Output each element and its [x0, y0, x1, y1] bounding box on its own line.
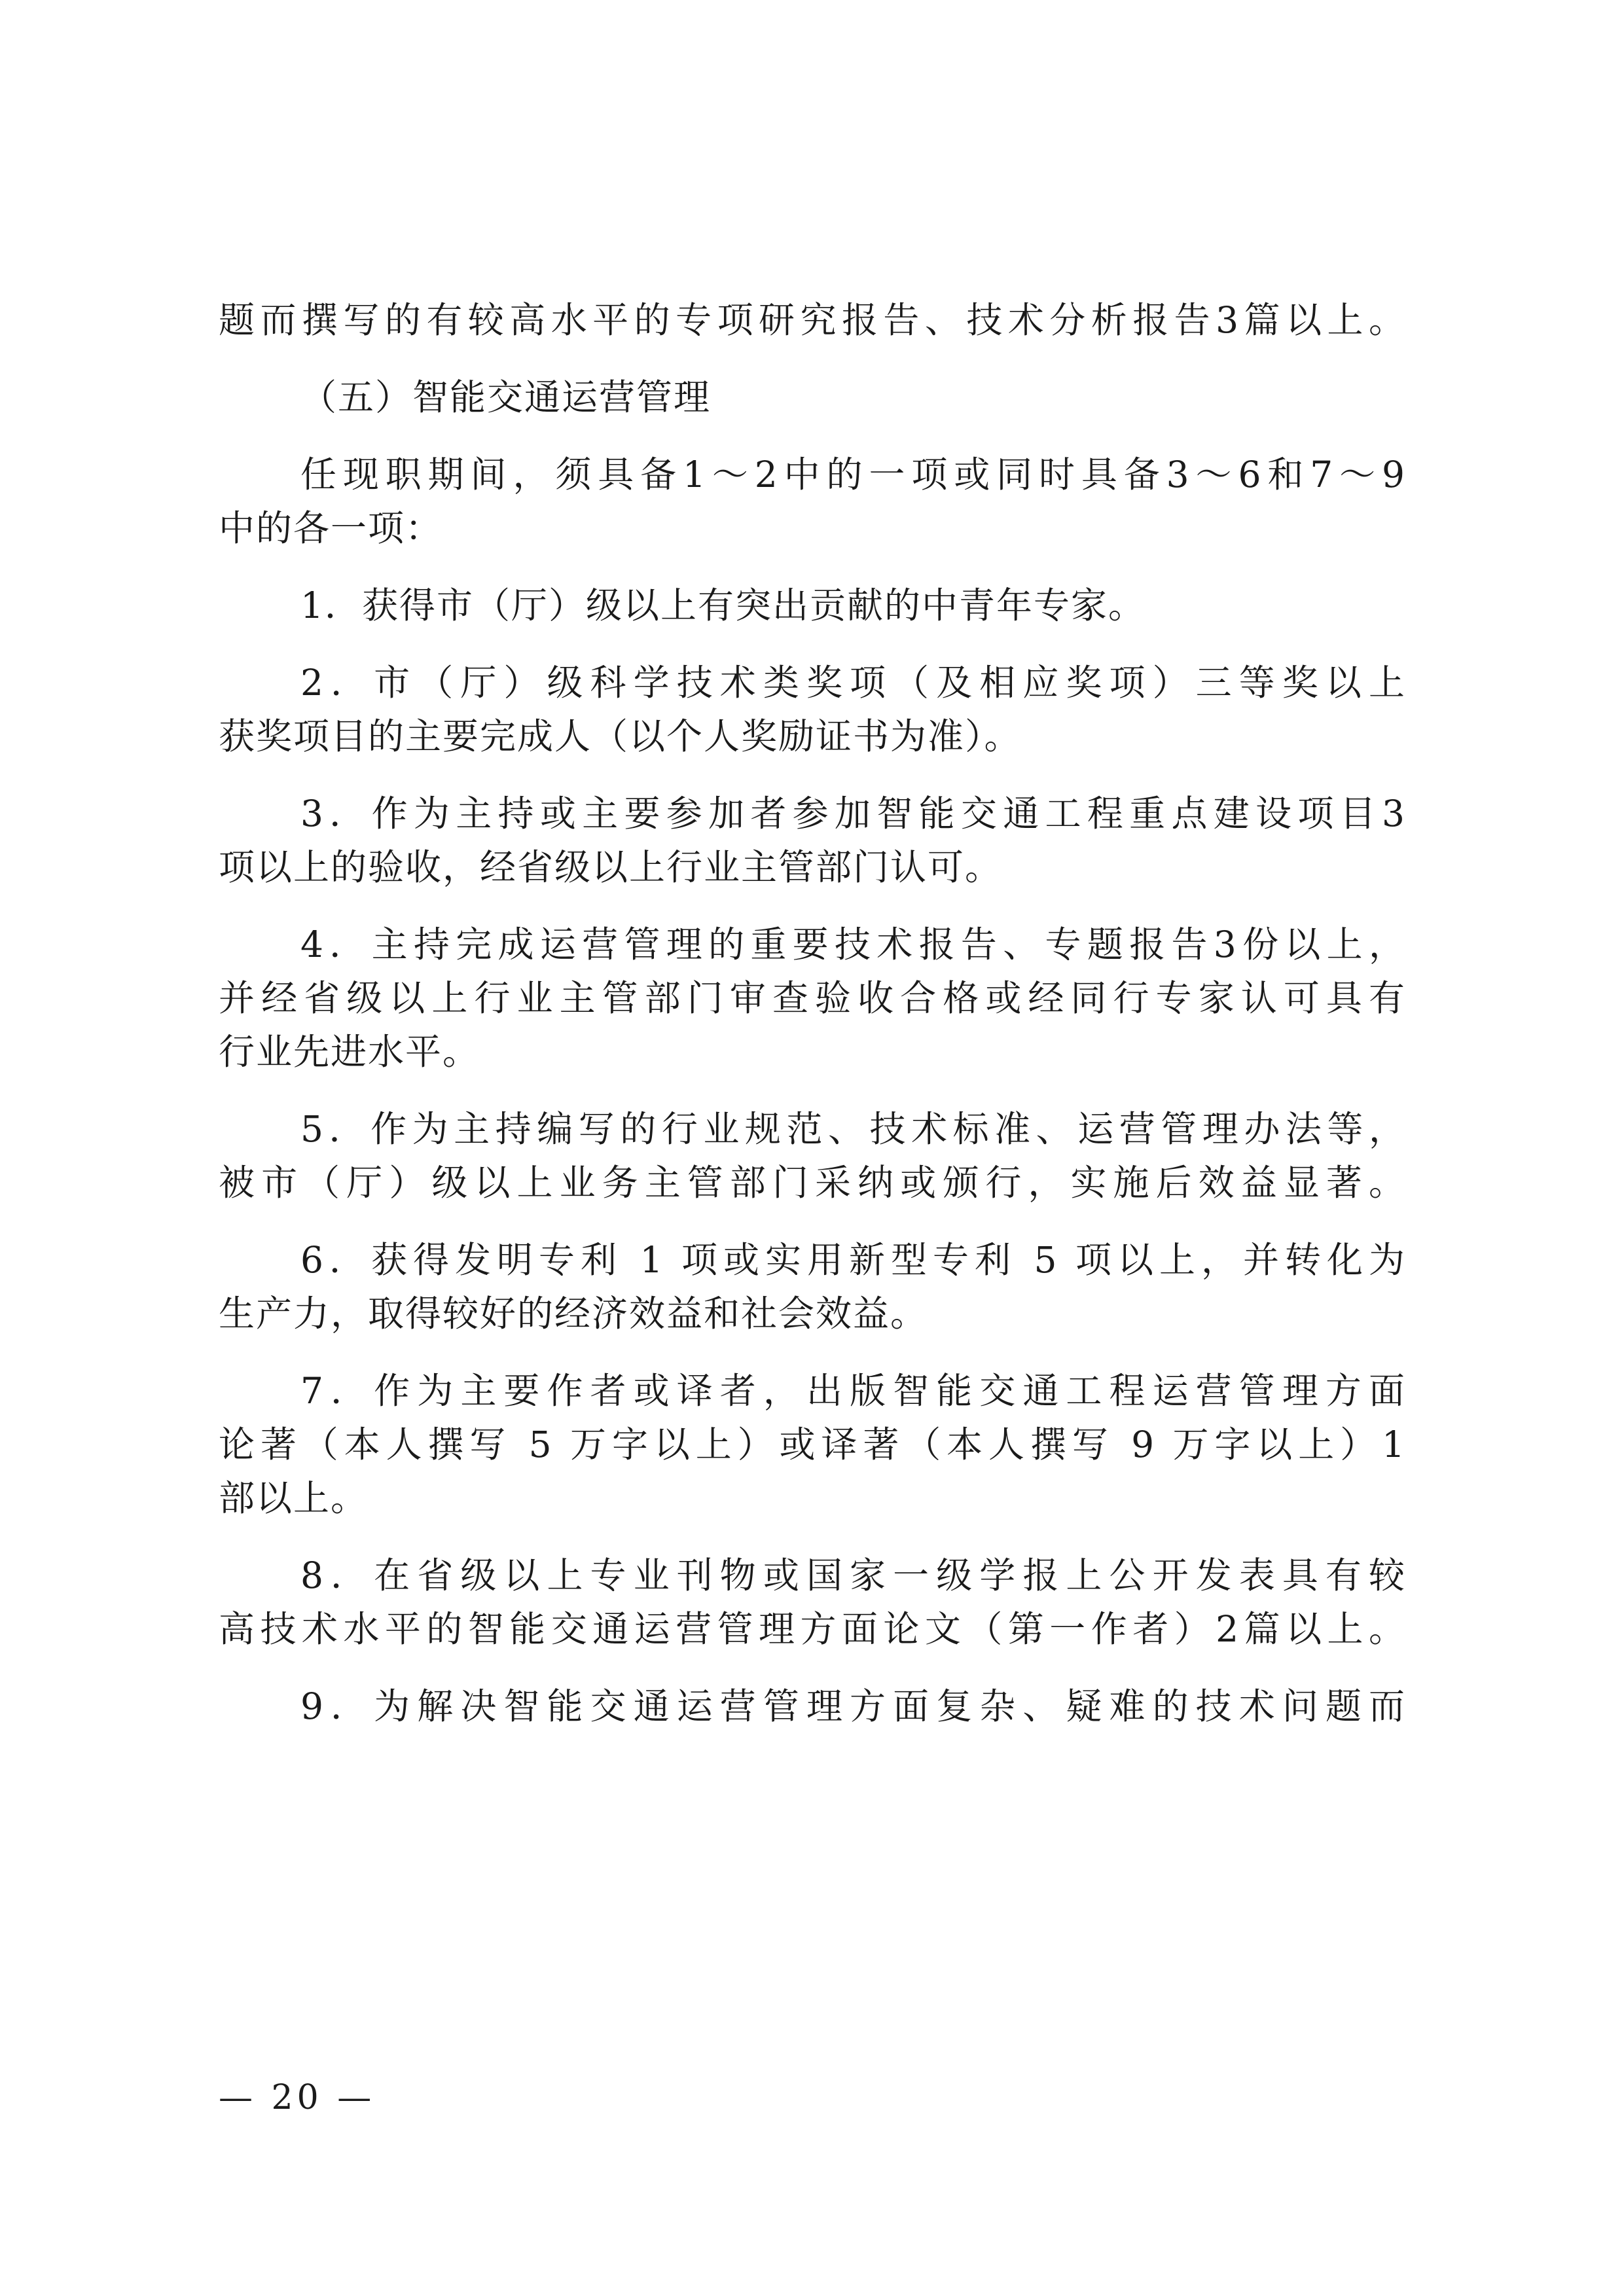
list-item-2: 2．市（厅）级科学技术类奖项（及相应奖项）三等奖以上	[300, 662, 1406, 704]
list-item-1: 1．获得市（厅）级以上有突出贡献的中青年专家。	[300, 584, 1146, 626]
list-item-6: 6．获得发明专利 1 项或实用新型专利 5 项以上，并转化为	[300, 1239, 1406, 1281]
text-line: 题而撰写的有较高水平的专项研究报告、技术分析报告3篇以上。	[219, 299, 1406, 341]
body-text	[219, 293, 1406, 1733]
list-item-3: 3．作为主持或主要参加者参加智能交通工程重点建设项目3	[300, 793, 1406, 834]
page-number: — 20 —	[219, 2078, 376, 2117]
text-line: 论著（本人撰写 5 万字以上）或译著（本人撰写 9 万字以上）1	[219, 1424, 1406, 1465]
list-item-8: 8．在省级以上专业刊物或国家一级学报上公开发表具有较	[300, 1554, 1406, 1596]
text-line: 任现职期间，须具备1～2中的一项或同时具备3～6和7～9	[300, 454, 1406, 495]
text-line: 行业先进水平。	[219, 1031, 480, 1073]
section-heading: （五）智能交通运营管理	[300, 376, 712, 418]
list-item-9: 9．为解决智能交通运营管理方面复杂、疑难的技术问题而	[300, 1685, 1406, 1727]
list-item-4: 4．主持完成运营管理的重要技术报告、专题报告3份以上，	[300, 924, 1406, 965]
text-line: 中的各一项：	[219, 507, 443, 549]
text-line: 并经省级以上行业主管部门审查验收合格或经同行专家认可具有	[219, 977, 1406, 1019]
text-line: 高技术水平的智能交通运营管理方面论文（第一作者）2篇以上。	[219, 1608, 1406, 1650]
list-item-5: 5．作为主持编写的行业规范、技术标准、运营管理办法等，	[300, 1108, 1406, 1150]
text-line: 获奖项目的主要完成人（以个人奖励证书为准）。	[219, 715, 1022, 757]
list-item-7: 7．作为主要作者或译者，出版智能交通工程运营管理方面	[300, 1370, 1406, 1412]
text-line: 被市（厅）级以上业务主管部门采纳或颁行，实施后效益显著。	[219, 1162, 1406, 1204]
text-line: 部以上。	[219, 1477, 369, 1519]
text-line: 项以上的验收，经省级以上行业主管部门认可。	[219, 846, 1003, 888]
text-line: 生产力，取得较好的经济效益和社会效益。	[219, 1293, 928, 1335]
